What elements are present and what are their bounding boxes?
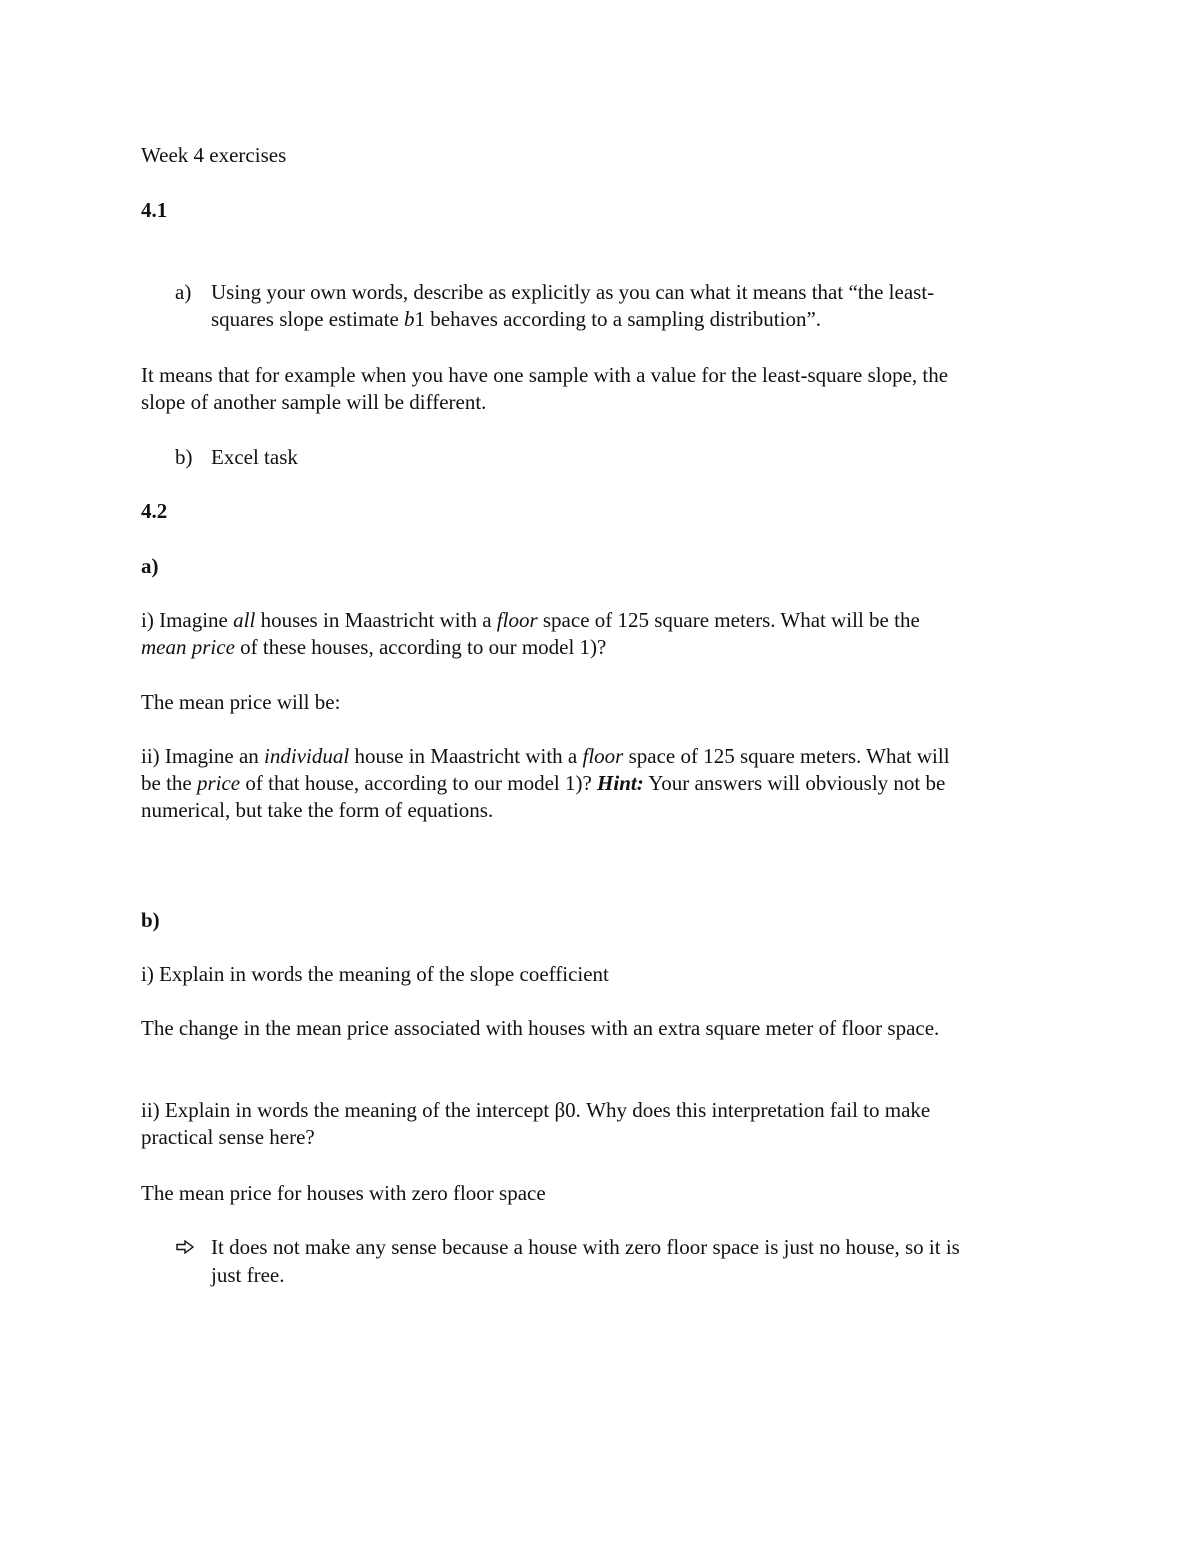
text-run: squares slope estimate (211, 307, 405, 331)
answer-4-2-b-i: The change in the mean price associated with houses with an extra square meter of floor space. (141, 1016, 940, 1040)
subsection-label-a: a) (141, 554, 159, 578)
question-4-2-a-i-line-1 (141, 607, 920, 634)
arrow-icon (176, 1240, 194, 1254)
emphasis-floor: floor (582, 744, 624, 768)
question-4-2-a-ii-line-2 (141, 770, 945, 797)
list-marker-a: a) (175, 280, 192, 304)
text-run: of that house, according to our model 1)? (240, 771, 598, 795)
text-run: 1 behaves according to a sampling distribution”. (414, 307, 822, 331)
question-4-2-b-i: i) Explain in words the meaning of the slope coefficient (141, 962, 609, 986)
text-run: space of 125 square meters. What will be the (537, 608, 920, 632)
question-4-1-b: Excel task (211, 445, 298, 469)
answer-4-1-a-line-1: It means that for example when you have one sample with a value for the least-square slope, the (141, 363, 949, 387)
text-run: i) Imagine (141, 608, 234, 632)
question-4-2-b-ii-line-2: practical sense here? (141, 1125, 315, 1149)
answer-4-2-b-ii: The mean price for houses with zero floor space (141, 1181, 546, 1205)
question-4-2-a-i-line-2 (141, 634, 606, 661)
text-run: house in Maastricht with a (349, 744, 583, 768)
emphasis-floor: floor (496, 608, 538, 632)
question-4-1-a-line-2 (211, 306, 821, 333)
section-heading-4-1: 4.1 (141, 198, 168, 222)
emphasis-individual: individual (264, 744, 350, 768)
text-run: houses in Maastricht with a (255, 608, 497, 632)
section-heading-4-2: 4.2 (141, 499, 168, 523)
answer-4-2-a-i: The mean price will be: (141, 690, 341, 714)
hint-label: Hint: (597, 771, 644, 795)
text-run: Your answers will obviously not be (643, 771, 946, 795)
question-4-1-a-line-1: Using your own words, describe as explicitly as you can what it means that “the least- (211, 280, 935, 304)
emphasis-all: all (233, 608, 256, 632)
document-title: Week 4 exercises (141, 143, 287, 167)
subsection-label-b: b) (141, 908, 160, 932)
text-run: of these houses, according to our model 1)? (234, 635, 607, 659)
emphasis-price: price (196, 771, 241, 795)
variable-b: b (404, 307, 415, 331)
list-marker-b: b) (175, 445, 193, 469)
question-4-2-a-ii-line-1 (141, 743, 950, 770)
text-run: space of 125 square meters. What will (623, 744, 950, 768)
text-run: ii) Imagine an (141, 744, 265, 768)
answer-4-1-a-line-2: slope of another sample will be different. (141, 390, 487, 414)
question-4-2-b-ii-line-1: ii) Explain in words the meaning of the intercept β0. Why does this interpretation fail to make (141, 1098, 931, 1122)
text-run: be the (141, 771, 197, 795)
question-4-2-a-ii-line-3: numerical, but take the form of equations. (141, 798, 494, 822)
bullet-answer-line-1: It does not make any sense because a house with zero floor space is just no house, so it is (211, 1235, 960, 1259)
bullet-answer-line-2: just free. (211, 1263, 285, 1287)
emphasis-mean-price: mean price (141, 635, 235, 659)
